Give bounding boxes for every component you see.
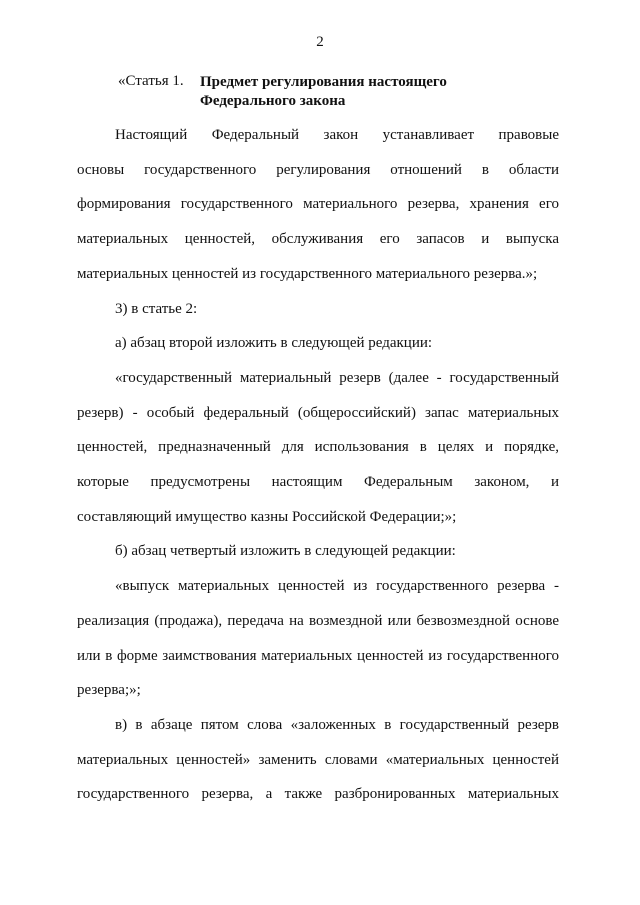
text-line: резерв) - особый федеральный (общероссийский) запас материальных <box>77 404 559 421</box>
text-line: Настоящий Федеральный закон устанавливает правовые <box>115 127 559 143</box>
text-line: составляющий имущество казны Российской Федерации;»; <box>77 508 457 525</box>
text-line: материальных ценностей» заменить словами «материальных ценностей <box>77 751 559 768</box>
text-line: ценностей, предназначенный для использования в целях и порядке, <box>77 439 559 456</box>
text-line: 3) в статье 2: <box>115 300 198 317</box>
document-body <box>77 118 559 812</box>
text-line: «выпуск материальных ценностей из государственного резерва - <box>115 578 559 595</box>
page-number: 2 <box>316 34 324 50</box>
article-title-line: Предмет регулирования настоящего <box>200 74 447 90</box>
text-line: материальных ценностей из государственного материального резерва.»; <box>77 265 538 282</box>
article-title-line: Федерального закона <box>200 93 346 109</box>
text-line: которые предусмотрены настоящим Федеральным законом, и <box>77 474 559 491</box>
text-line: государственного резерва, а также разбронированных материальных <box>77 786 559 803</box>
text-line: основы государственного регулирования отношений в области <box>77 161 559 178</box>
article-number: «Статья 1. <box>118 73 184 89</box>
text-line: материальных ценностей, обслуживания его запасов и выпуска <box>77 231 559 248</box>
text-line: «государственный материальный резерв (далее - государственный <box>115 369 559 386</box>
text-line: б) абзац четвертый изложить в следующей редакции: <box>115 543 456 560</box>
text-line: реализация (продажа), передача на возмездной или безвозмездной основе <box>77 612 559 629</box>
article-title <box>200 73 447 111</box>
text-line: или в форме заимствования материальных ценностей из государственного <box>77 647 559 664</box>
text-line: формирования государственного материального резерва, хранения его <box>77 196 559 213</box>
text-line: а) абзац второй изложить в следующей редакции: <box>115 335 433 352</box>
text-line: в) в абзаце пятом слова «заложенных в государственный резерв <box>115 716 559 733</box>
text-line: резерва;»; <box>77 682 141 699</box>
